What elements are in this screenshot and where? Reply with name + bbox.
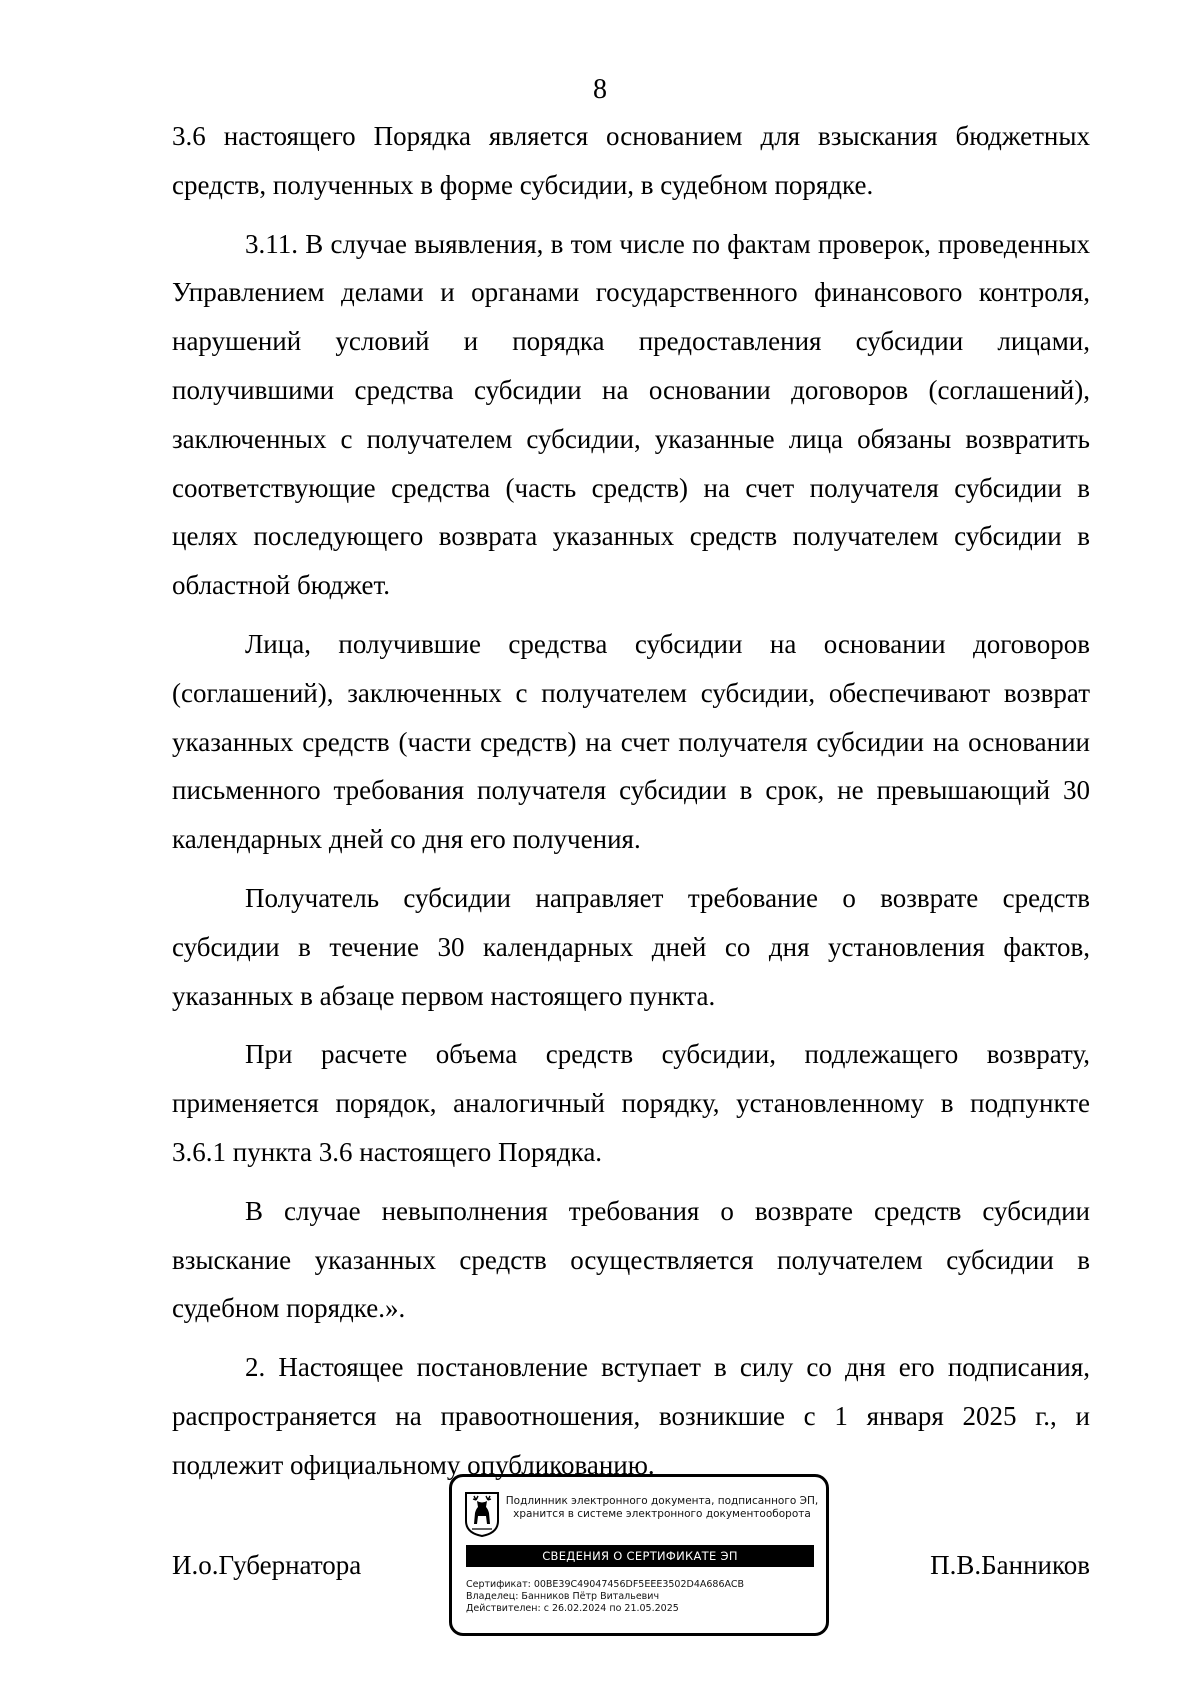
stamp-valid: Действителен: с 26.02.2024 по 21.05.2025 [466, 1603, 679, 1614]
paragraph-3-11: 3.11. В случае выявления, в том числе по фактам проверок, проведенных Управлением делами и органами государственного финансового контроля, нарушений условий и порядка предоставления субсидии лицами, получившими средства субсидии на основании договоров (соглашений), заключенных с получателем субсидии, указанные лица обязаны возвратить соответствующие средства (часть средств) на счет получателя субсидии в целях последующего возврата указанных средств получателем субсидии в областной бюджет. [172, 228, 1090, 601]
paragraph-recipient-demand: Получатель субсидии направляет требование о возврате средств субсидии в течение 30 календарных дней со дня установления фактов, указанных в абзаце первом настоящего пункта. [172, 882, 1090, 1011]
paragraph-court-recovery: В случае невыполнения требования о возврате средств субсидии взыскание указанных средств осуществляется получателем субсидии в судебном порядке.». [172, 1195, 1090, 1324]
paragraph-calculation: При расчете объема средств субсидии, подлежащего возврату, применяется порядок, аналогичный порядку, установленному в подпункте 3.6.1 пункта 3.6 настоящего Порядка. [172, 1039, 1090, 1167]
page-number: 8 [593, 74, 607, 105]
stamp-header-text: Подлинник электронного документа, подписанного ЭП, хранится в системе электронного документооборота [505, 1495, 819, 1520]
coat-of-arms-deer-icon [464, 1491, 500, 1537]
signatory-name: П.В.Банников [930, 1550, 1090, 1580]
paragraph-effective-date: 2. Настоящее постановление вступает в силу со дня его подписания, распространяется на правоотношения, возникшие с 1 января 2025 г., и подлежит официальному опубликованию. [172, 1352, 1090, 1480]
stamp-certificate: Сертификат: 00BE39C49047456DF5EEE3502D4A686ACB [466, 1579, 744, 1590]
stamp-owner: Владелец: Банников Пётр Витальевич [466, 1591, 660, 1602]
paragraph-persons-return: Лица, получившие средства субсидии на основании договоров (соглашений), заключенных с получателем субсидии, обеспечивают возврат указанных средств (части средств) на счет получателя субсидии на основании письменного требования получателя субсидии в срок, не превышающий 30 календарных дней со дня его получения. [172, 628, 1090, 855]
stamp-title: СВЕДЕНИЯ О СЕРТИФИКАТЕ ЭП [466, 1545, 814, 1567]
stamp-details [466, 1579, 816, 1615]
electronic-signature-stamp [449, 1474, 829, 1636]
paragraph-continuation: 3.6 настоящего Порядка является основанием для взыскания бюджетных средств, полученных в форме субсидии, в судебном порядке. [172, 121, 1090, 200]
document-body [172, 112, 1090, 1500]
signatory-position: И.о.Губернатора [172, 1550, 362, 1580]
